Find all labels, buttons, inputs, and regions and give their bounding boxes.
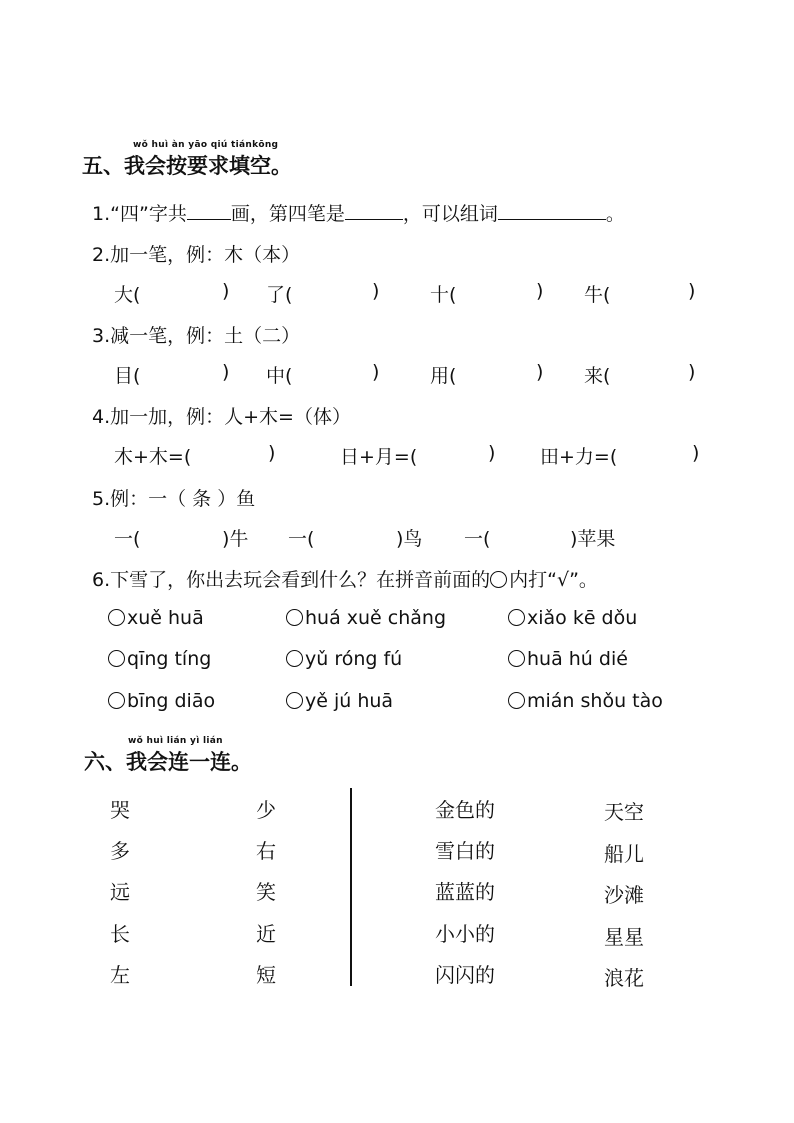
match-noun-5[interactable]: 浪花	[604, 966, 644, 990]
q6-option-label: bīng diāo	[127, 690, 216, 712]
q2-close-3: )	[536, 280, 544, 302]
match-adj-1[interactable]: 金色的	[435, 798, 495, 822]
q5-item-2-pre[interactable]: 一(	[288, 528, 315, 550]
match-right-4[interactable]: 近	[256, 922, 276, 946]
q6-option-label: xuě huā	[127, 607, 204, 629]
question-2-prompt: 2.加一笔，例：木（本）	[92, 244, 301, 266]
q4-close-3: )	[692, 442, 700, 464]
match-right-2[interactable]: 右	[256, 839, 276, 863]
match-noun-2[interactable]: 船儿	[604, 842, 644, 866]
q6-option-label: qīng tíng	[127, 648, 212, 670]
q5-item-3-post: )苹果	[570, 528, 616, 550]
q1-blank-word[interactable]	[498, 201, 606, 220]
q3-close-2: )	[372, 361, 380, 383]
q6-option-3[interactable]	[508, 607, 637, 629]
checkbox-circle-icon[interactable]	[508, 650, 525, 667]
checkbox-circle-icon[interactable]	[286, 609, 303, 626]
q5-item-3-pre[interactable]: 一(	[464, 528, 491, 550]
match-left-2[interactable]: 多	[110, 839, 130, 863]
q6-option-4[interactable]	[108, 648, 211, 670]
match-left-1[interactable]: 哭	[110, 798, 130, 822]
q5-item-1-post: )牛	[222, 528, 249, 550]
q2-item-3[interactable]: 十(	[430, 284, 457, 306]
q6-option-label: mián shǒu tào	[527, 690, 663, 712]
q2-close-1: )	[222, 280, 230, 302]
q2-item-1[interactable]: 大(	[114, 284, 141, 306]
match-adj-2[interactable]: 雪白的	[435, 839, 495, 863]
checkbox-circle-icon[interactable]	[108, 609, 125, 626]
match-adj-5[interactable]: 闪闪的	[435, 963, 495, 987]
q6-text-a: 6.下雪了，你出去玩会看到什么？在拼音前面的	[92, 569, 491, 591]
q4-close-1: )	[268, 442, 276, 464]
match-right-5[interactable]: 短	[256, 963, 276, 987]
question-6	[92, 565, 598, 592]
match-right-1[interactable]: 少	[256, 798, 276, 822]
section6-title: 六、我会连一连。	[84, 750, 252, 774]
q3-close-1: )	[222, 361, 230, 383]
q6-option-1[interactable]	[108, 607, 204, 629]
q4-item-2[interactable]: 日+月=(	[340, 446, 418, 468]
match-adj-3[interactable]: 蓝蓝的	[435, 880, 495, 904]
q3-close-3: )	[536, 361, 544, 383]
q1-text-a: 1.“四”字共	[92, 203, 187, 225]
circle-icon	[490, 571, 507, 588]
match-noun-1[interactable]: 天空	[604, 800, 644, 824]
q5-item-2-post: )鸟	[396, 528, 423, 550]
q2-item-2[interactable]: 了(	[266, 284, 293, 306]
section6-pinyin: wǒ huì lián yì lián	[128, 736, 223, 746]
q5-item-1-pre[interactable]: 一(	[114, 528, 141, 550]
q3-item-4[interactable]: 来(	[584, 365, 611, 387]
q6-option-2[interactable]	[286, 607, 446, 629]
q6-option-9[interactable]	[508, 690, 663, 712]
q1-text-d: 。	[605, 203, 625, 225]
q6-option-label: xiǎo kē dǒu	[527, 607, 638, 629]
q1-text-c: ，可以组词	[402, 203, 498, 225]
q6-option-6[interactable]	[508, 648, 628, 670]
question-4-prompt: 4.加一加，例：人+木=（体）	[92, 406, 351, 428]
q3-item-1[interactable]: 目(	[114, 365, 141, 387]
q6-option-5[interactable]	[286, 648, 402, 670]
column-divider	[350, 788, 352, 986]
match-left-5[interactable]: 左	[110, 963, 130, 987]
q4-close-2: )	[488, 442, 496, 464]
match-adj-4[interactable]: 小小的	[435, 922, 495, 946]
match-noun-3[interactable]: 沙滩	[604, 883, 644, 907]
q6-option-label: yě jú huā	[305, 690, 394, 712]
q3-item-3[interactable]: 用(	[430, 365, 457, 387]
section5-title: 五、我会按要求填空。	[82, 154, 292, 178]
q6-text-b: 内打“√”。	[509, 569, 598, 591]
q2-item-4[interactable]: 牛(	[584, 284, 611, 306]
question-5-prompt: 5.例：一（ 条 ）鱼	[92, 488, 256, 510]
checkbox-circle-icon[interactable]	[508, 692, 525, 709]
checkbox-circle-icon[interactable]	[286, 692, 303, 709]
q3-close-4: )	[688, 361, 696, 383]
q6-option-label: yǔ róng fú	[305, 648, 403, 670]
q2-close-4: )	[688, 280, 696, 302]
checkbox-circle-icon[interactable]	[508, 609, 525, 626]
match-right-3[interactable]: 笑	[256, 880, 276, 904]
q1-blank-strokes[interactable]	[187, 201, 231, 220]
q6-option-label: huā hú dié	[527, 648, 628, 670]
checkbox-circle-icon[interactable]	[286, 650, 303, 667]
q3-item-2[interactable]: 中(	[266, 365, 293, 387]
checkbox-circle-icon[interactable]	[108, 692, 125, 709]
q4-item-1[interactable]: 木+木=(	[114, 446, 192, 468]
q6-option-7[interactable]	[108, 690, 215, 712]
match-noun-4[interactable]: 星星	[604, 925, 644, 949]
q1-blank-fourth-stroke[interactable]	[345, 201, 403, 220]
question-3-prompt: 3.减一笔，例：土（二）	[92, 325, 301, 347]
match-left-3[interactable]: 远	[110, 880, 130, 904]
q6-option-label: huá xuě chǎng	[305, 607, 447, 629]
section5-pinyin: wǒ huì àn yāo qiú tiánkōng	[133, 140, 279, 150]
q6-option-8[interactable]	[286, 690, 393, 712]
checkbox-circle-icon[interactable]	[108, 650, 125, 667]
q1-text-b: 画，第四笔是	[230, 203, 345, 225]
q2-close-2: )	[372, 280, 380, 302]
question-1	[92, 199, 625, 226]
match-left-4[interactable]: 长	[110, 922, 130, 946]
q4-item-3[interactable]: 田+力=(	[540, 446, 618, 468]
